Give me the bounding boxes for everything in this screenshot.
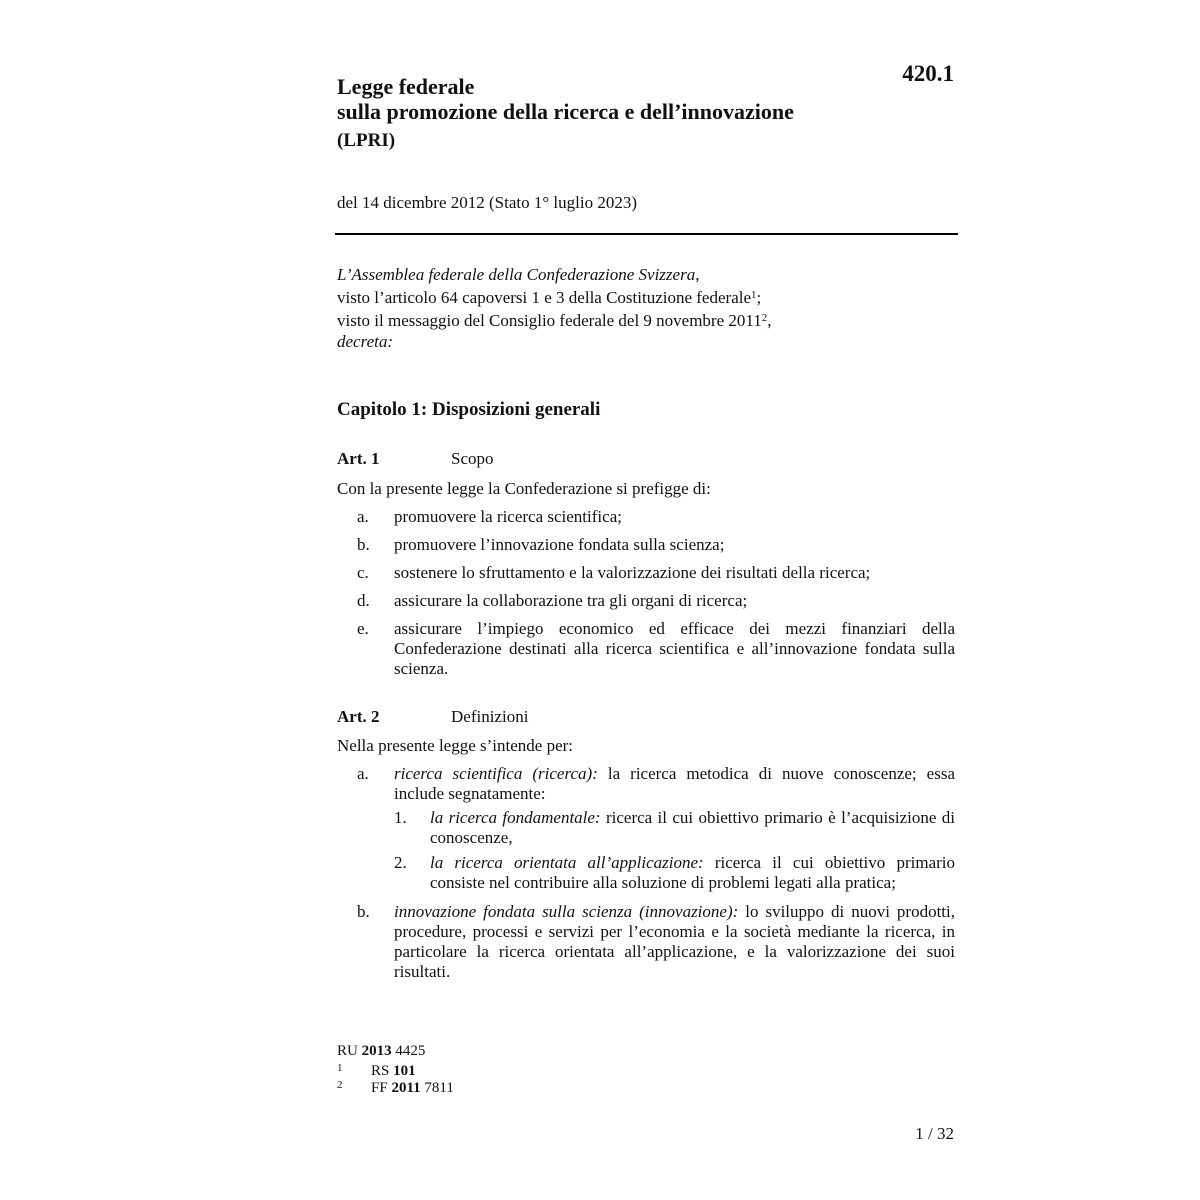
article-2-number: Art. 2 bbox=[337, 707, 380, 726]
title-line-1: Legge federale bbox=[337, 74, 475, 99]
article-1-intro: Con la presente legge la Confederazione si prefigge di: bbox=[337, 479, 711, 498]
article-1-heading bbox=[337, 449, 494, 469]
footnote-1: 1 RS 101 bbox=[337, 1062, 416, 1079]
title-line-2: sulla promozione della ricerca e dell’innovazione bbox=[337, 99, 794, 124]
article-2-title: Definizioni bbox=[451, 707, 529, 726]
article-1-title: Scopo bbox=[451, 449, 494, 468]
date-line: del 14 dicembre 2012 (Stato 1° luglio 2023) bbox=[337, 193, 637, 212]
page-number: 1 / 32 bbox=[915, 1124, 954, 1143]
title-abbreviation: (LPRI) bbox=[337, 130, 396, 151]
footnote-ru: RU 2013 4425 bbox=[337, 1043, 426, 1059]
document-number: 420.1 bbox=[902, 61, 954, 86]
preamble-line-1: visto l’articolo 64 capoversi 1 e 3 della Costituzione federale$^1$; bbox=[337, 288, 762, 307]
article-1-item: c. sostenere lo sfruttamento e la valorizzazione dei risultati della ricerca; bbox=[357, 563, 871, 582]
article-1-number: Art. 1 bbox=[337, 449, 380, 468]
article-1-item: e. assicurare l’impiego economico ed efficace dei mezzi finanziari della Confederazione destinati alla ricerca scientifica e all’innovazione fondata sulla scienza. bbox=[357, 619, 955, 678]
law-title bbox=[337, 74, 794, 153]
preamble bbox=[337, 264, 957, 352]
footnote-ref-2[interactable]: 2 bbox=[761, 312, 768, 324]
article-2-item-b: b. innovazione fondata sulla scienza (innovazione): lo sviluppo di nuovi prodotti, procedure, processi e servizi per l’economia e la società mediante la ricerca, in particolare la ricerca orientata all’applicazione, e la valorizzazione dei suoi risultati. bbox=[357, 902, 956, 981]
preamble-line-2: visto il messaggio del Consiglio federale del 9 novembre 2011$^2$, bbox=[337, 311, 772, 330]
article-2-intro: Nella presente legge s’intende per: bbox=[337, 736, 574, 755]
footnote-ref-1[interactable]: 1 bbox=[751, 289, 757, 301]
article-1-item: d. assicurare la collaborazione tra gli organi di ricerca; bbox=[357, 591, 748, 610]
preamble-assembly: L’Assemblea federale della Confederazione Svizzera, bbox=[337, 265, 700, 284]
article-2-subitem-2: 2. la ricerca orientata all’applicazione: ricerca il cui obiettivo primario consiste nel contribuire alla soluzione di problemi legati alla pratica; bbox=[394, 853, 955, 892]
article-2-item-a: a. ricerca scientifica (ricerca): la ricerca metodica di nuove conoscenze; essa include segnatamente: bbox=[357, 764, 955, 803]
article-2-heading bbox=[337, 707, 528, 727]
article-2-subitem-1: 1. la ricerca fondamentale: ricerca il cui obiettivo primario è l’acquisizione di conoscenze, bbox=[394, 808, 955, 847]
footnote-2: 2 FF 2011 7811 bbox=[337, 1079, 454, 1096]
chapter-heading: Capitolo 1: Disposizioni generali bbox=[337, 399, 601, 420]
preamble-decreta: decreta: bbox=[337, 332, 394, 351]
header-divider bbox=[335, 233, 958, 235]
article-1-item: b. promuovere l’innovazione fondata sulla scienza; bbox=[357, 535, 725, 554]
article-1-item: a. promuovere la ricerca scientifica; bbox=[357, 507, 622, 526]
